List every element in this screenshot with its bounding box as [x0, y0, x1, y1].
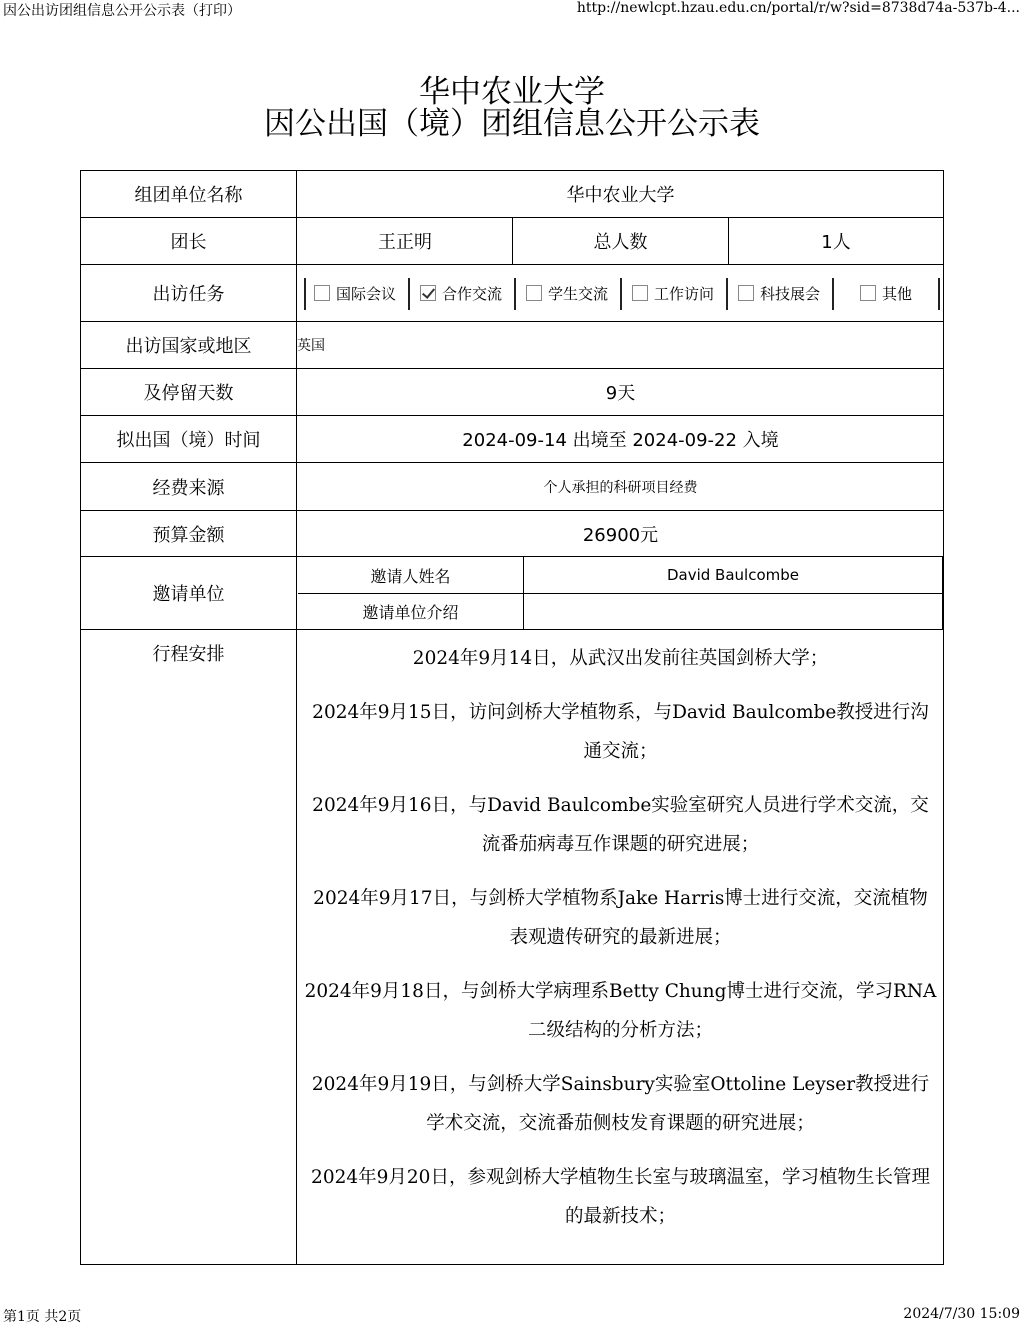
option-cooperation[interactable]	[420, 270, 502, 316]
option-separator	[514, 278, 516, 310]
option-separator	[726, 278, 728, 310]
checkbox-icon[interactable]	[526, 285, 542, 301]
page-counter: 第1页 共2页	[3, 1309, 82, 1325]
page-title-header: 因公出访团组信息公开公示表（打印）	[3, 3, 241, 19]
schedule-item: 2024年9月19日，与剑桥大学Sainsbury实验室Ottoline Leyser教授进行学术交流，交流番茄侧枝发育课题的研究进展；	[311, 1074, 930, 1134]
option-label: 科技展会	[760, 284, 821, 303]
option-label: 工作访问	[654, 284, 715, 303]
option-separator	[938, 278, 940, 310]
option-label: 其他	[882, 284, 913, 303]
print-timestamp: 2024/7/30 15:09	[903, 1306, 1020, 1322]
days-value: 9天	[605, 383, 636, 404]
option-tech-exhibition[interactable]	[738, 270, 820, 316]
option-separator	[408, 278, 410, 310]
fund-label: 经费来源	[81, 463, 297, 510]
inviter-name-value: David Baulcombe	[666, 566, 800, 584]
inviter-intro-label: 邀请单位介绍	[362, 603, 459, 622]
schedule-item: 2024年9月18日，与剑桥大学病理系Betty Chung博士进行交流，学习RNA二级结构的分析方法；	[304, 981, 937, 1041]
page-url-header: http://newlcpt.hzau.edu.cn/portal/r/w?sid=8738d74a-537b-4...	[576, 0, 1020, 16]
unit-label: 组团单位名称	[81, 171, 297, 217]
option-label: 国际会议	[336, 284, 397, 303]
schedule-item: 2024年9月16日，与David Baulcombe实验室研究人员进行学术交流，交流番茄病毒互作课题的研究进展；	[312, 795, 929, 855]
option-label: 学生交流	[548, 284, 609, 303]
checkbox-icon[interactable]	[860, 285, 876, 301]
time-label: 拟出国（境）时间	[81, 416, 297, 462]
leader-label: 团长	[81, 218, 297, 264]
inviter-name-label: 邀请人姓名	[370, 566, 451, 586]
task-label: 出访任务	[81, 265, 297, 321]
checked-checkbox-icon[interactable]	[420, 285, 436, 301]
option-student-exchange[interactable]	[526, 270, 608, 316]
option-separator	[620, 278, 622, 310]
schedule-item: 2024年9月17日，与剑桥大学植物系Jake Harris博士进行交流，交流植物表观遗传研究的最新进展；	[313, 888, 928, 948]
inviter-intro-value	[524, 594, 942, 629]
schedule-label: 行程安排	[81, 630, 297, 1265]
inviter-label: 邀请单位	[81, 557, 297, 629]
country-value: 英国	[297, 338, 325, 354]
days-label: 及停留天数	[81, 369, 297, 415]
unit-value: 华中农业大学	[566, 185, 675, 206]
option-separator	[832, 278, 834, 310]
schedule-item: 2024年9月14日，从武汉出发前往英国剑桥大学；	[412, 648, 829, 669]
option-intl-conference[interactable]	[314, 270, 396, 316]
option-label: 合作交流	[442, 284, 503, 303]
checkbox-icon[interactable]	[632, 285, 648, 301]
schedule-item: 2024年9月15日，访问剑桥大学植物系，与David Baulcombe教授进行沟通交流；	[312, 702, 929, 762]
country-label: 出访国家或地区	[81, 322, 297, 368]
total-value: 1人	[821, 232, 851, 253]
option-separator	[304, 278, 306, 310]
budget-label: 预算金额	[81, 511, 297, 556]
checkbox-icon[interactable]	[738, 285, 754, 301]
task-options	[298, 270, 943, 316]
option-work-visit[interactable]	[632, 270, 714, 316]
info-form-table	[80, 170, 944, 1265]
checkbox-icon[interactable]	[314, 285, 330, 301]
document-title-line2: 因公出国（境）团组信息公开公示表	[264, 106, 760, 142]
inviter-right-border	[942, 557, 944, 629]
time-value: 2024-09-14 出境至 2024-09-22 入境	[462, 430, 779, 451]
schedule-list	[298, 639, 943, 1251]
option-other[interactable]	[860, 270, 912, 316]
fund-value: 个人承担的科研项目经费	[543, 479, 698, 496]
document-title-line1: 华中农业大学	[419, 74, 605, 110]
schedule-item: 2024年9月20日，参观剑桥大学植物生长室与玻璃温室，学习植物生长管理的最新技术；	[311, 1167, 930, 1227]
leader-value: 王正明	[298, 218, 513, 264]
total-label: 总人数	[513, 218, 729, 264]
budget-value: 26900元	[582, 524, 659, 546]
